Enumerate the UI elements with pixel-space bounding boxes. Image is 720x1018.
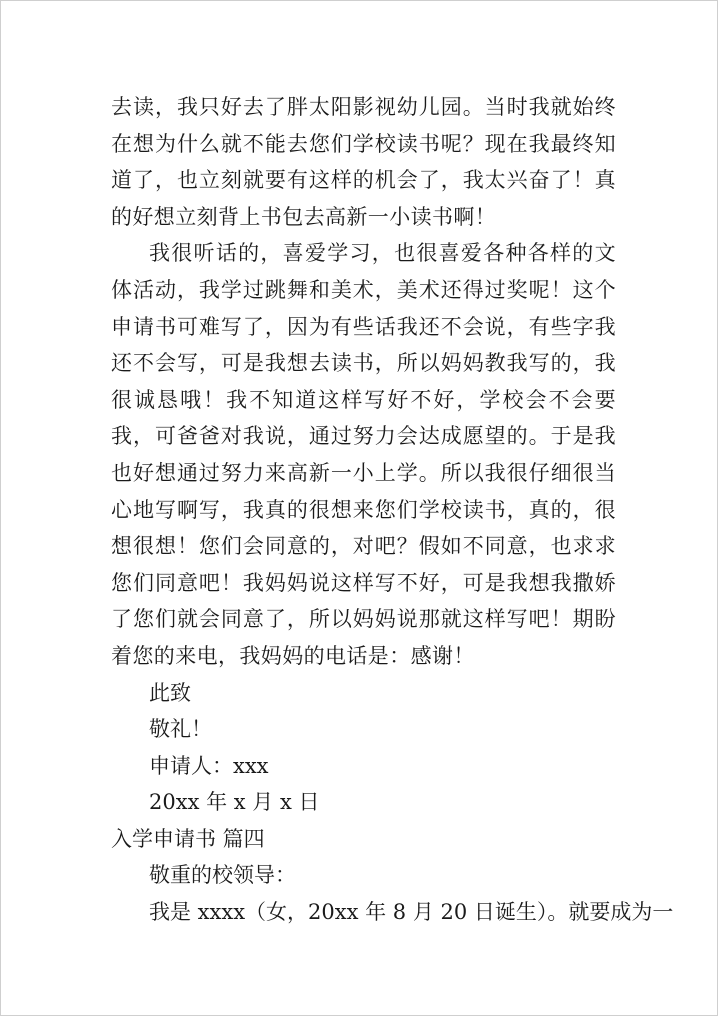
closing-line-1: 此致 <box>149 680 191 705</box>
paragraph-3: 我是 xxxx（女，20xx 年 8 月 20 日诞生）。就要成为一 <box>149 900 674 925</box>
paragraph-2: 我很听话的，喜爱学习，也很喜爱各种各样的文体活动，我学过跳舞和美术，美术还得过奖呢！这个申请书可难写了，因为有些话我还不会说，有些字我还不会写，可是我想去读书，所以妈妈教我写的，我很诚恳哦！我不知道这样写好不好，学校会不会要我，可爸爸对我说，通过努力会达成愿望的。于是我也好想通过努力来高新一小上学。所以我很仔细很当心地写啊写，我真的很想来您们学校读书，真的，很想很想！您们会同意的，对吧？假如不同意，也求求您们同意吧！我妈妈说这样写不好，可是我想我撒娇了您们就会同意了，所以妈妈说那就这样写吧！期盼着您的来电，我妈妈的电话是：感谢！ <box>111 241 616 668</box>
paragraph-1: 去读，我只好去了胖太阳影视幼儿园。当时我就始终在想为什么就不能去您们学校读书呢？现在我最终知道了，也立刻就要有这样的机会了，我太兴奋了！真的好想立刻背上书包去高新一小读书啊！ <box>111 95 616 229</box>
date-line: 20xx 年 x 月 x 日 <box>149 790 320 815</box>
applicant-line: 申请人：xxx <box>149 753 269 778</box>
closing-line-2: 敬礼！ <box>149 717 212 742</box>
section-title: 入学申请书 篇四 <box>111 826 265 851</box>
salutation-line: 敬重的校领导： <box>149 863 296 888</box>
document-body <box>111 89 674 931</box>
